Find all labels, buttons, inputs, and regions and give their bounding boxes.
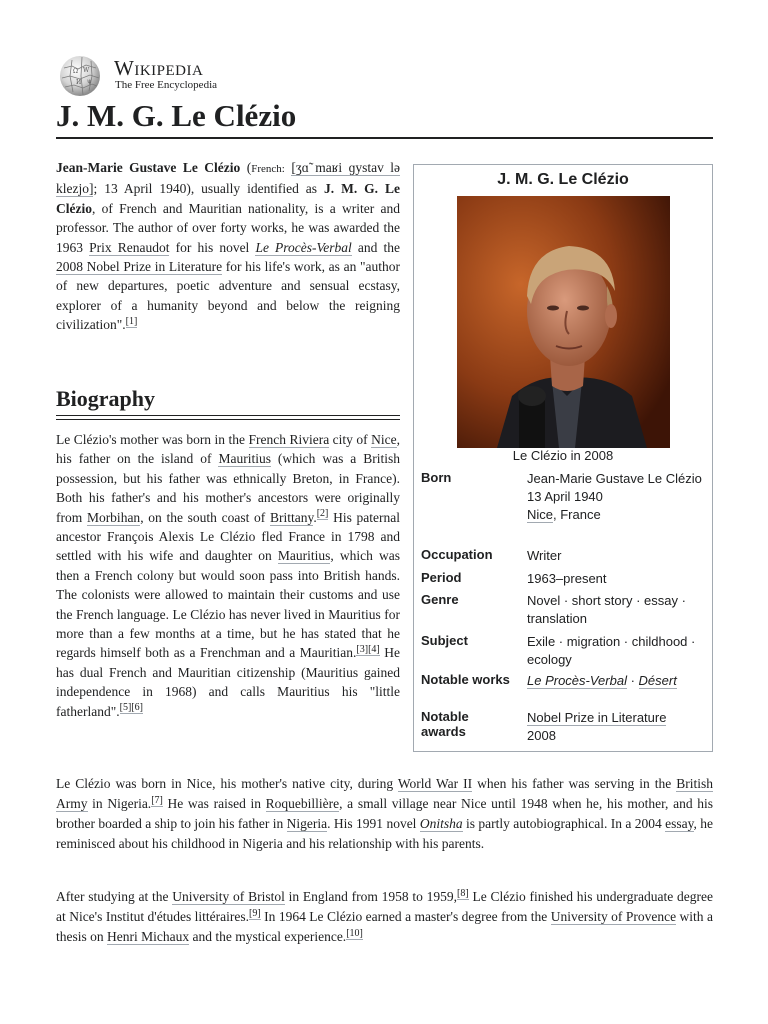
notable-works-label: Notable works: [421, 672, 510, 687]
henri-michaux-link[interactable]: Henri Michaux: [107, 929, 190, 944]
lead-paragraph: Jean-Marie Gustave Le Clézio (French: [ʒɑ̃ maʁi ɡystav lə klezjo]; 13 April 1940), usually identified as J. M. G. Le Clézio, of French and Mauritian nationality, is a writer and professor. The author of over forty works, he was awarded the 1963 Prix Renaudot for his novel Le Procès-Verbal and the 2008 Nobel Prize in Literature for his life's work, as an "author of new departures, poetic adventure and sensual ecstasy, explorer of a humanity beyond and below the reigning civilization".[1]: [56, 160, 401, 333]
heading-divider: [56, 419, 400, 420]
citation-7[interactable]: [7]: [151, 794, 163, 806]
mauritius-link[interactable]: Mauritius: [218, 451, 271, 467]
genre-value: Novel · short story · essay · translation: [527, 593, 686, 626]
svg-text:И: И: [76, 79, 82, 86]
notable-awards-label: Notable awards: [421, 709, 469, 739]
morbihan-link[interactable]: Morbihan: [86, 509, 141, 525]
essay-link[interactable]: essay: [665, 816, 694, 831]
infobox-title: J. M. G. Le Clézio: [497, 171, 629, 188]
nice-link[interactable]: Nice: [371, 432, 397, 447]
citation-9[interactable]: [9]: [249, 907, 261, 919]
infobox: [413, 164, 713, 752]
period-value: 1963–present: [527, 571, 607, 586]
svg-text:Ω: Ω: [73, 68, 78, 75]
subject-value: Exile · migration · childhood · ecology: [527, 634, 696, 667]
desert-link[interactable]: Désert: [638, 673, 677, 688]
citation-5[interactable]: [5]: [119, 702, 132, 714]
notable-awards-value: Nobel Prize in Literature 2008: [527, 710, 667, 743]
biography-paragraph-3: After studying at the University of Bristol in England from 1958 to 1959,[8] Le Clézio finished his undergraduate degree at Nice's Institut d'études littéraires.[9] In 1964 Le Clézio earned a master's degree from the University of Provence with a thesis on Henri Michaux and the mystical experience.[10]: [56, 887, 713, 944]
wikipedia-tagline: The Free Encyclopedia: [115, 79, 218, 91]
brittany-link[interactable]: Brittany: [269, 509, 314, 525]
citation-6[interactable]: [6]: [131, 702, 143, 714]
onitsha-link[interactable]: Onitsha: [419, 816, 463, 831]
nobel-prize-link[interactable]: 2008 Nobel Prize in Literature: [56, 259, 223, 275]
roquebilliere-link[interactable]: Roquebillière: [265, 796, 340, 811]
citation-4[interactable]: [4]: [368, 643, 380, 655]
prix-renaudot-link[interactable]: Prix Renaudot: [89, 239, 170, 255]
nigeria-link[interactable]: Nigeria: [286, 816, 328, 831]
british-army-link[interactable]: British Army: [56, 776, 713, 811]
wikipedia-wordmark[interactable]: Wikipedia: [114, 56, 204, 80]
subject-label: Subject: [421, 633, 468, 648]
heading-divider: [56, 415, 400, 416]
born-value: Jean-Marie Gustave Le Clézio 13 April 1940 Nice, France: [527, 471, 702, 522]
notable-works-value: Le Procès-Verbal · Désert: [527, 673, 677, 688]
subject-full-name: Jean-Marie Gustave Le Clézio: [56, 160, 241, 175]
citation-2[interactable]: [2]: [316, 508, 329, 520]
portrait-photo[interactable]: [457, 196, 670, 448]
occupation-label: Occupation: [421, 547, 493, 562]
page-title: J. M. G. Le Clézio: [56, 98, 297, 133]
svg-text:W: W: [83, 67, 90, 74]
subject-short-name: J. M. G. Le Clézio: [56, 181, 400, 216]
occupation-value: Writer: [527, 548, 562, 563]
born-label: Born: [421, 470, 452, 485]
nice-link[interactable]: Nice: [527, 507, 554, 522]
nobel-prize-literature-link[interactable]: Nobel Prize in Literature: [527, 710, 667, 725]
photo-caption: Le Clézio in 2008: [512, 448, 614, 463]
le-proces-verbal-link[interactable]: Le Procès-Verbal: [255, 239, 352, 255]
le-proces-verbal-link[interactable]: Le Procès-Verbal: [527, 673, 627, 688]
citation-10[interactable]: [10]: [346, 927, 363, 939]
ipa-pronunciation-link[interactable]: [ʒɑ̃ maʁi ɡystav lə klezjo]: [56, 160, 401, 197]
world-war-ii-link[interactable]: World War II: [397, 776, 473, 791]
french-riviera-link[interactable]: French Riviera: [248, 432, 330, 447]
biography-paragraph-2: Le Clézio was born in Nice, his mother's native city, during World War II when his father was serving in the British Army in Nigeria.[7] He was raised in Roquebillière, a small village near Nice until 1948 when he, his mother, and his brother boarded a ship to join his father in Nigeria. His 1991 novel Onitsha is partly autobiographical. In a 2004 essay, he reminisced about his childhood in Nigeria and his relationship with his parents.: [56, 776, 714, 851]
mauritius-link[interactable]: Mauritius: [277, 548, 331, 564]
title-divider: [56, 137, 713, 139]
french-label: French:: [251, 163, 285, 175]
citation-3[interactable]: [3]: [356, 643, 369, 655]
genre-label: Genre: [421, 592, 459, 607]
biography-heading: Biography: [56, 386, 156, 411]
svg-text:ψ: ψ: [87, 78, 92, 85]
citation-8[interactable]: [8]: [457, 887, 469, 899]
university-of-bristol-link[interactable]: University of Bristol: [172, 889, 285, 904]
citation-1[interactable]: [1]: [125, 315, 138, 327]
biography-paragraph-1: Le Clézio's mother was born in the French Riviera city of Nice, his father on the island of Mauritius (which was a British possession, but his father was ethnically Breton, in France). Both his father's and his mother's ancestors were originally from Morbihan, on the south coast of Brittany.[2] His paternal ancestor François Alexis Le Clézio fled France in 1798 and settled with his wife and daughter on Mauritius, which was then a French colony but would soon pass into British hands. The colonists were allowed to maintain their customs and use the French language. Le Clézio has never lived in Mauritius for more than a few months at a time, but he has stated that he regards himself both as a Frenchman and a Mauritian.[3][4] He has dual French and Mauritian citizenship (Mauritius gained independence in 1968) and calls Mauritius his "little fatherland".[5][6]: [56, 432, 401, 719]
period-label: Period: [421, 570, 462, 585]
wikipedia-globe-logo[interactable]: [56, 54, 106, 98]
university-of-provence-link[interactable]: University of Provence: [550, 909, 677, 924]
